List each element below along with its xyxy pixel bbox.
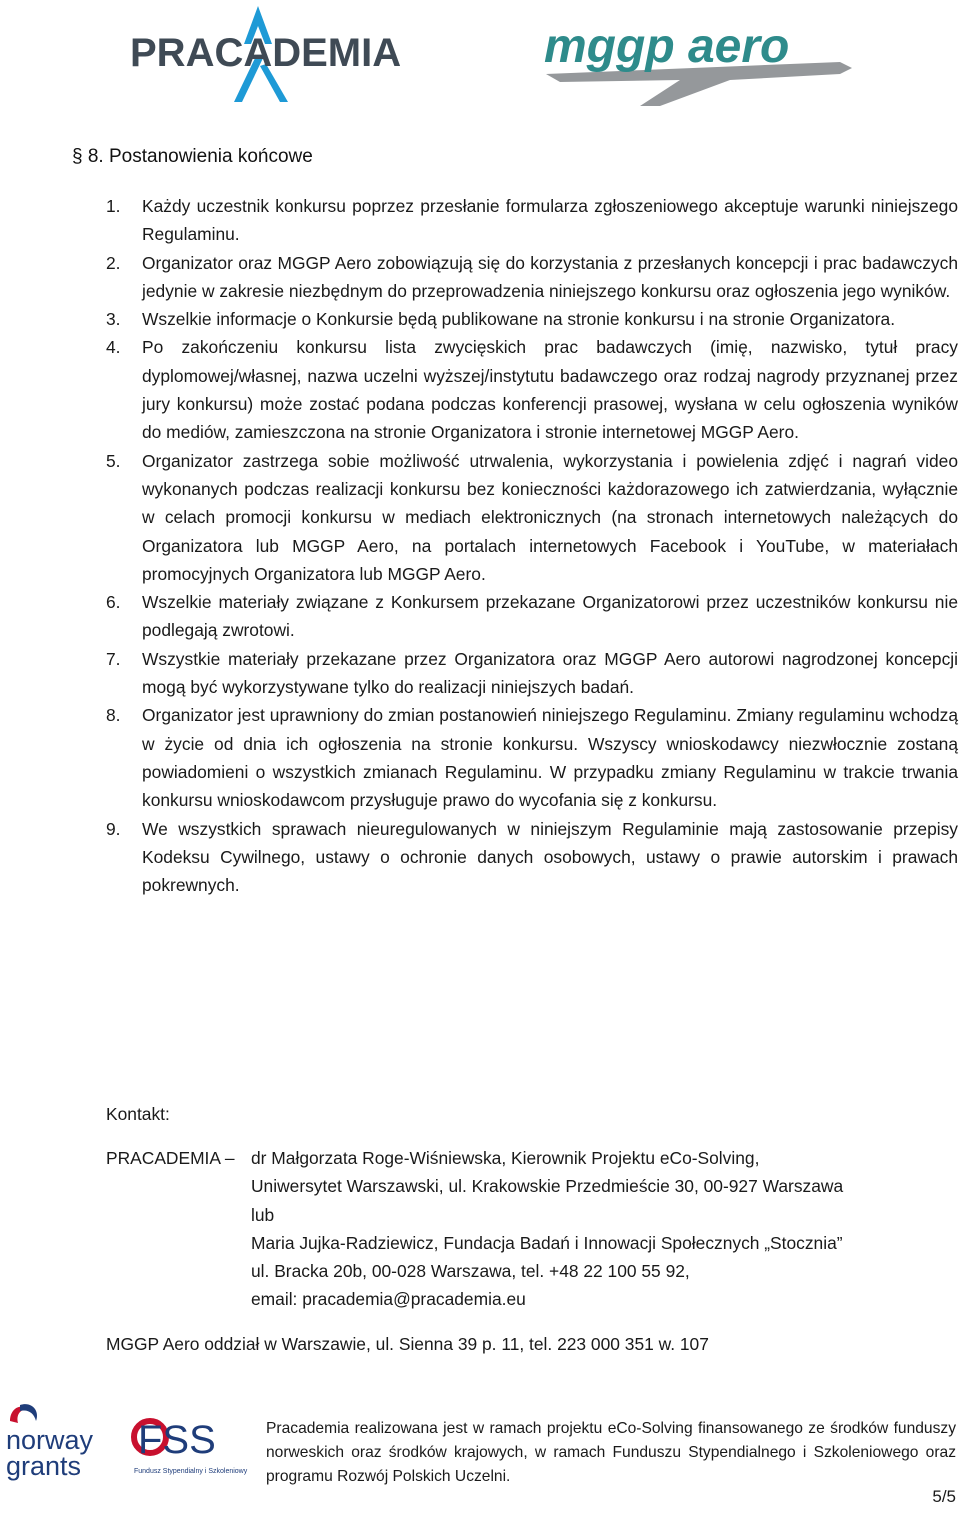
logo-mggp-text: mggp aero [544, 20, 790, 73]
mggp-aero-logo [540, 16, 860, 117]
logo-fss-text: FSS [138, 1418, 216, 1462]
contact-mggp: MGGP Aero oddział w Warszawie, ul. Sienna 39 p. 11, tel. 223 000 351 w. 107 [106, 1334, 709, 1354]
item-number: 7. [106, 648, 121, 669]
contact-line: Uniwersytet Warszawski, ul. Krakowskie Przedmieście 30, 00-927 Warszawa [251, 1176, 844, 1197]
page-number: 5/5 [932, 1487, 956, 1506]
fss-logo [130, 1405, 250, 1490]
item-text: We wszystkich sprawach nieuregulowanych w niniejszym Regulaminie mają zastosowanie przepisy Kodeksu Cywilnego, ustawy o ochronie danych osobowych, ustawy o prawie autorskim i prawach pokrewnych. [142, 818, 958, 896]
item-number: 8. [106, 705, 121, 726]
contact-line: dr Małgorzata Roge-Wiśniewska, Kierownik Projektu eCo-Solving, [251, 1148, 760, 1168]
item-text: Wszystkie materiały przekazane przez Organizatora oraz MGGP Aero autorowi nagrodzonej koncepcji mogą być wykorzystywane tylko do realizacji niniejszych badań. [142, 648, 958, 698]
page-footer [0, 1395, 960, 1515]
item-number: 3. [106, 309, 121, 330]
item-text: Wszelkie informacje o Konkursie będą publikowane na stronie konkursu i na stronie Organizatora. [142, 309, 896, 330]
item-number: 4. [106, 337, 121, 358]
contact-email[interactable]: email: pracademia@pracademia.eu [251, 1289, 526, 1310]
contact-line: Maria Jujka-Radziewicz, Fundacja Badań i Innowacji Społecznych „Stocznia” [251, 1232, 843, 1253]
list-item [106, 588, 958, 645]
logo-norway-line2: grants [6, 1451, 82, 1481]
logo-fss-caption: Fundusz Stypendialny i Szkoleniowy [134, 1468, 248, 1475]
item-text: Organizator jest uprawniony do zmian postanowień niniejszego Regulaminu. Zmiany regulaminu wchodzą w życie od dnia ich ogłoszenia na stronie konkursu. Wszyscy wnioskodawcy niezwłocznie zostaną powiadomieni o wszystkich zmianach Regulaminu. W przypadku zmiany Regulaminu w trakcie trwania konkursu wnioskodawcom przysługuje prawo do wycofania się z konkursu. [142, 705, 958, 811]
footer-funding-note: Pracademia realizowana jest w ramach projektu eCo-Solving finansowanego ze środków funduszy norweskich oraz środków krajowych, w ramach Funduszu Stypendialnego i Szkoleniowego oraz programu Rozwój Polskich Uczelni. [266, 1420, 956, 1485]
norway-grants-logo [6, 1401, 126, 1486]
list-item [106, 333, 958, 446]
contact-heading: Kontakt: [106, 1104, 170, 1124]
logo-norway-line1: norway [6, 1425, 94, 1455]
section-title-text: 8. Postanowienia końcowe [87, 146, 313, 167]
item-text: Każdy uczestnik konkursu poprzez przesłanie formularza zgłoszeniowego akceptuje warunki niniejszego Regulaminu. [142, 196, 958, 245]
contact-details [251, 1144, 843, 1314]
pracademia-logo [130, 4, 430, 109]
list-item [106, 192, 958, 249]
contact-line: lub [251, 1204, 275, 1225]
section-title [72, 146, 313, 168]
contact-org-label: PRACADEMIA – [106, 1148, 235, 1168]
list-item [106, 305, 958, 333]
item-number: 1. [106, 196, 121, 216]
list-item [106, 815, 958, 900]
item-text: Organizator zastrzega sobie możliwość utrwalenia, wykorzystania i powielenia zdjęć i nagrań video wykonanych podczas realizacji konkursu bez konieczności każdorazowego ich zatwierdzania, wyłącznie w celach promocji konkursu w mediach elektronicznych (na stronach internetowych należących do Organizatora lub MGGP Aero, na portalach internetowych Facebook i YouTube, w materiałach promocyjnych Organizatora lub MGGP Aero. [142, 450, 958, 584]
list-item [106, 645, 958, 702]
list-item [106, 701, 958, 814]
item-text: Organizator oraz MGGP Aero zobowiązują się do korzystania z przesłanych koncepcji i prac badawczych jedynie w zakresie niezbędnym do przeprowadzenia niniejszego konkursu oraz ogłoszenia jego wyników. [142, 252, 958, 301]
item-number: 6. [106, 592, 121, 613]
item-number: 5. [106, 450, 121, 471]
item-number: 2. [106, 252, 121, 273]
contact-line: ul. Bracka 20b, 00-028 Warszawa, tel. +48 22 100 55 92, [251, 1261, 690, 1282]
item-text: Po zakończeniu konkursu lista zwycięskich prac badawczych (imię, nazwisko, tytuł pracy dyplomowej/własnej, nazwa uczelni wyższej/instytutu badawczego oraz rodzaj nagrody przyznanej przez jury konkursu) może zostać podana podczas konferencji prasowej, wysłana w celu ogłoszenia wyników do mediów, zamieszczona na stronie Organizatora i stronie internetowej MGGP Aero. [142, 337, 958, 443]
section-symbol: § [72, 146, 83, 167]
item-number: 9. [106, 818, 121, 839]
list-item [106, 447, 958, 588]
logo-pracademia-text: PRACADEMIA [130, 31, 402, 75]
provisions-list [106, 192, 958, 899]
item-text: Wszelkie materiały związane z Konkursem przekazane Organizatorowi przez uczestników konkursu nie podlegają zwrotowi. [142, 592, 958, 641]
list-item [106, 249, 958, 306]
page-header [0, 0, 960, 120]
